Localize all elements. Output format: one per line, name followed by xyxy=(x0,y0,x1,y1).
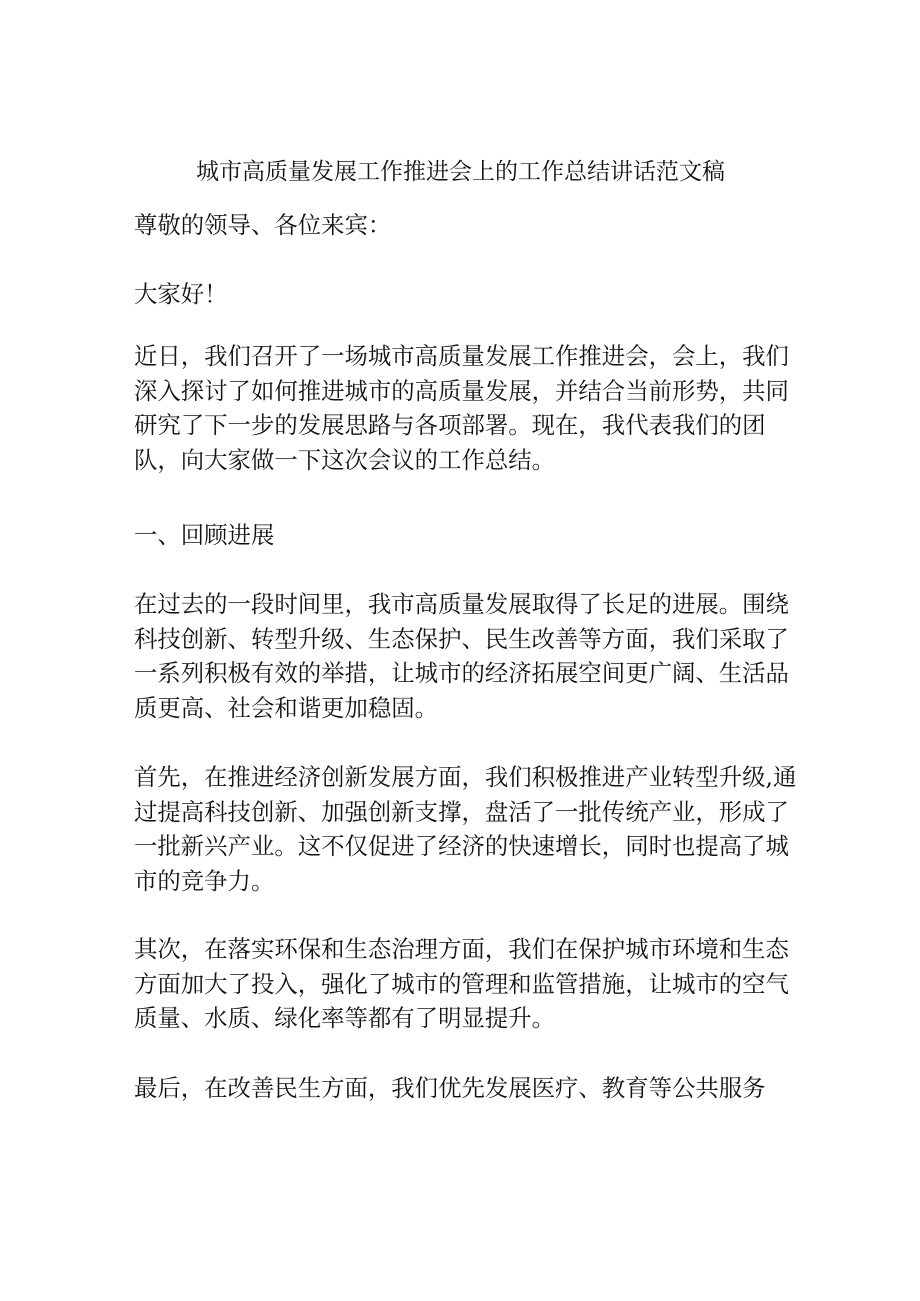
paragraph-line: 首先，在推进经济创新发展方面，我们积极推进产业转型升级,通 xyxy=(134,763,797,791)
paragraph-last xyxy=(134,1071,794,1106)
salutation-text: 尊敬的领导、各位来宾： xyxy=(134,211,392,239)
paragraph-line: 最后，在改善民生方面，我们优先发展医疗、教育等公共服务 xyxy=(134,1074,766,1102)
paragraph-intro xyxy=(134,339,794,477)
greeting-text: 大家好！ xyxy=(134,280,228,308)
section-heading xyxy=(134,518,794,553)
paragraph-progress xyxy=(134,587,794,725)
paragraph-line: 质量、水质、绿化率等都有了明显提升。 xyxy=(134,1004,556,1032)
paragraph-line: 研究了下一步的发展思路与各项部署。现在，我代表我们的团 xyxy=(134,411,766,439)
paragraph-line: 其次，在落实环保和生态治理方面，我们在保护城市环境和生态 xyxy=(134,935,789,963)
salutation xyxy=(134,208,794,243)
paragraph-second xyxy=(134,932,794,1036)
paragraph-line: 一系列积极有效的举措，让城市的经济拓展空间更广阔、生活品 xyxy=(134,659,789,687)
paragraph-line: 过提高科技创新、加强创新支撑，盘活了一批传统产业，形成了 xyxy=(134,797,789,826)
paragraph-line: 一批新兴产业。这不仅促进了经济的快速增长，同时也提高了城 xyxy=(134,832,789,860)
paragraph-line: 近日，我们召开了一场城市高质量发展工作推进会，会上，我们 xyxy=(134,342,789,370)
paragraph-line: 队，向大家做一下这次会议的工作总结。 xyxy=(134,445,556,474)
greeting xyxy=(134,277,794,312)
section-heading-text: 一、回顾进展 xyxy=(134,521,275,549)
paragraph-line: 方面加大了投入，强化了城市的管理和监管措施，让城市的空气 xyxy=(134,969,789,998)
paragraph-line: 在过去的一段时间里，我市高质量发展取得了长足的进展。围绕 xyxy=(134,590,789,618)
paragraph-line: 深入探讨了如何推进城市的高质量发展，并结合当前形势，共同 xyxy=(134,376,789,405)
paragraph-line: 质更高、社会和谐更加稳固。 xyxy=(134,693,439,722)
paragraph-line: 科技创新、转型升级、生态保护、民生改善等方面，我们采取了 xyxy=(134,624,789,653)
document-title: 城市高质量发展工作推进会上的工作总结讲话范文稿 xyxy=(196,159,725,185)
paragraph-line: 市的竞争力。 xyxy=(134,866,275,895)
paragraph-first xyxy=(134,760,797,898)
